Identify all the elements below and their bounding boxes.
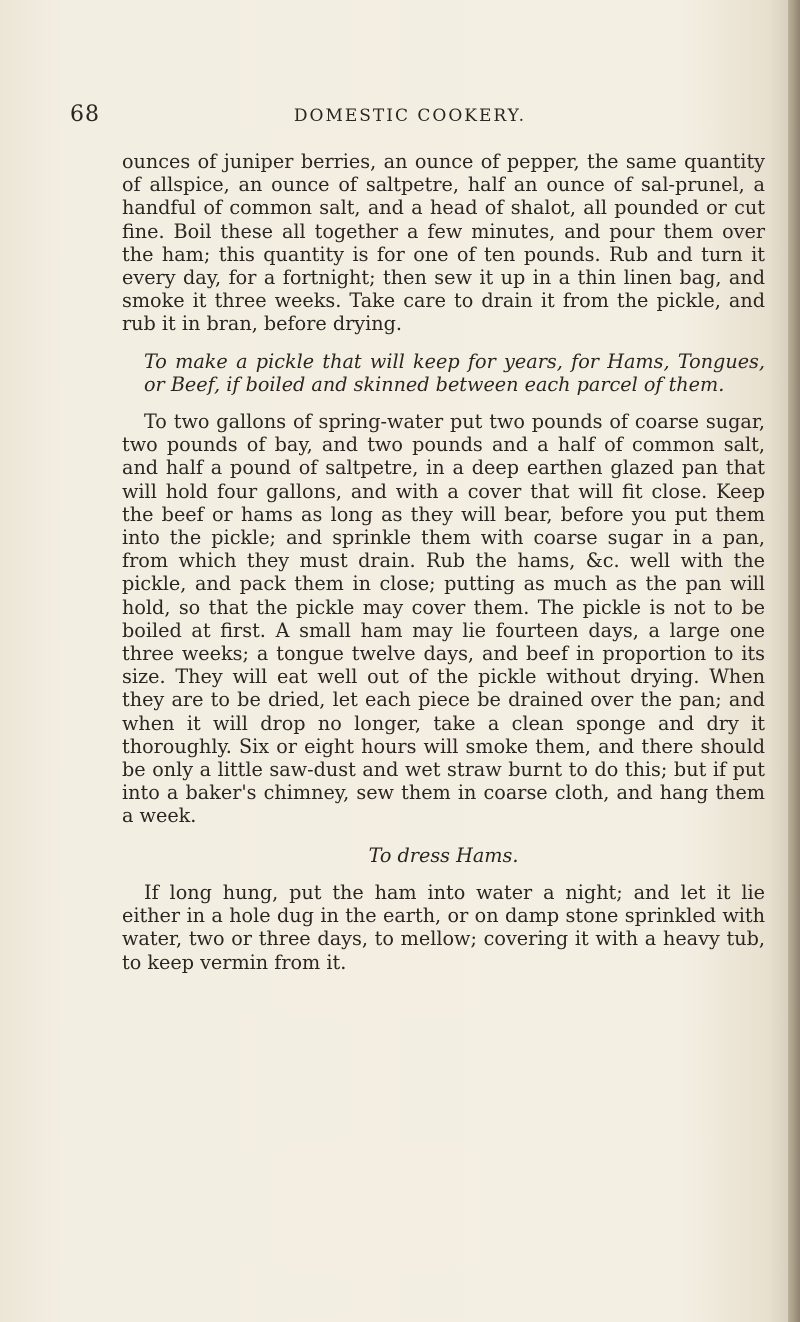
recipe-heading-dress-hams: To dress Hams. [368,843,519,867]
running-head: DOMESTIC COOKERY. [293,106,527,126]
page-text [122,150,765,974]
paragraph-dress-hams: If long hung, put the ham into water a night; and let it lie either in a hole dug in the earth, or on damp stone sprinkled with water, two or three days, to mellow; covering it with a heavy tub, to keep vermin from it. [122,880,765,974]
recipe-heading-pickle: To make a pickle that will keep for years, for Hams, Tongues, or Beef, if boiled and skinned between each parcel of them. [144,349,765,396]
paragraph-pickle: To two gallons of spring-water put two pounds of coarse sugar, two pounds of bay, and two pounds and a half of common salt, and half a pound of saltpetre, in a deep earthen glazed pan that will hold four gallons, and with a cover that will fit close. Keep the beef or hams as long as they will bear, before you put them into the pickle; and sprinkle them with coarse sugar in a pan, from which they must drain. Rub the hams, &c. well with the pickle, and pack them in close; putting as much as the pan will hold, so that the pickle may cover them. The pickle is not to be boiled at first. A small ham may lie fourteen days, a large one three weeks; a tongue twelve days, and beef in proportion to its size. They will eat well out of the pickle without drying. When they are to be dried, let each piece be drained over the pan; and when it will drop no longer, take a clean sponge and dry it thoroughly. Six or eight hours will smoke them, and there should be only a little saw-dust and wet straw burnt to do this; but if put into a baker's chimney, sew them in coarse cloth, and hang them a week. [122,410,765,828]
paragraph-continued: ounces of juniper berries, an ounce of pepper, the same quantity of allspice, an ounce of saltpetre, half an ounce of sal-prunel, a handful of common salt, and a head of shalot, all pounded or cut fine. Boil these all together a few minutes, and pour them over the ham; this quantity is for one of ten pounds. Rub and turn it every day, for a fortnight; then sew it up in a thin linen bag, and smoke it three weeks. Take care to drain it from the pickle, and rub it in bran, before drying. [122,150,765,336]
page-header [70,102,750,136]
page-number: 68 [70,102,100,127]
page-edge-shadow [788,0,800,1322]
